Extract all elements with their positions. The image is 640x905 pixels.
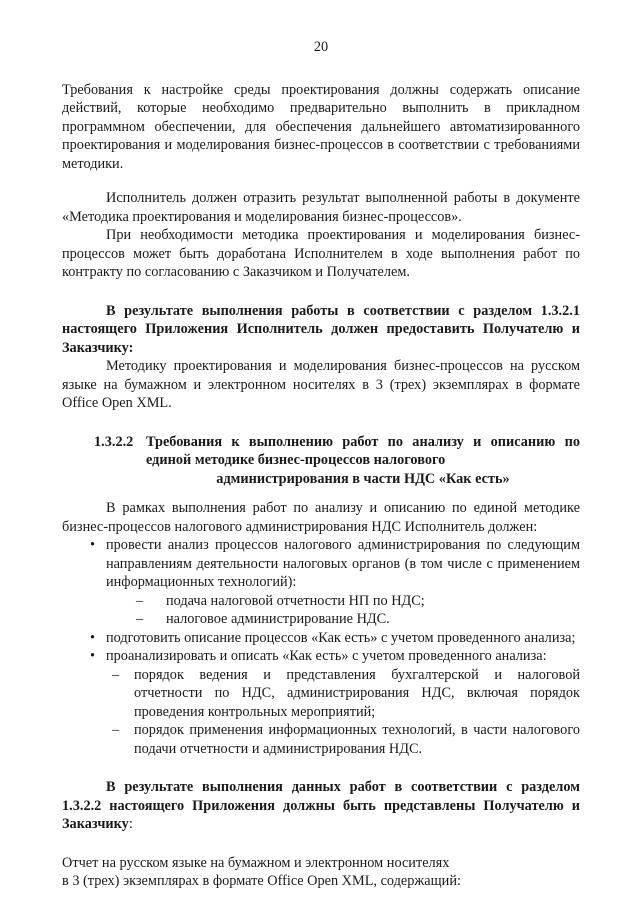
paragraph-report — [62, 854, 580, 891]
paragraph-executor-result: Исполнитель должен отразить результат выполненной работы в документе «Методика проектирования и моделирования бизнес-процессов». — [62, 190, 580, 225]
report-line-1: Отчет на русском языке на бумажном и электронном носителях — [62, 854, 450, 871]
section-title-line-2: администрирования в части НДС «Как есть» — [216, 470, 510, 487]
list-item — [106, 647, 580, 758]
section-title-line-1: Требования к выполнению работ по анализу и описанию по единой методике бизнес-процессов налогового — [146, 433, 580, 468]
list-item-text: провести анализ процессов налогового администрирования по следующим направлениям деятельности налоговых органов (в том числе с применением информационных технологий): — [106, 537, 580, 590]
paragraph-methodology-refinement: При необходимости методика проектирования и моделирования бизнес-процессов может быть доработана Исполнителем в ходе выполнения работ по контракту по согласованию с Заказчиком и Получателем. — [62, 227, 580, 280]
paragraph-analysis-intro: В рамках выполнения работ по анализу и описанию по единой методике бизнес-процессов налогового администрирования НДС Исполнитель должен: — [62, 500, 580, 535]
sub-list — [106, 666, 580, 759]
paragraph-environment-requirements: Требования к настройке среды проектирования должны содержать описание действий, которые необходимо предварительно выполнить в прикладном программном обеспечении, для обеспечения дальнейшего автоматизированного проектирования и моделирования бизнес-процессов в соответствии с требованиями методики. — [62, 81, 580, 172]
sub-list-item: – подача налоговой отчетности НП по НДС; — [166, 592, 580, 611]
sub-list-item: – порядок применения информационных технологий, в части налогового подачи отчетности и администрирования НДС. — [134, 721, 580, 758]
sub-list-item: – порядок ведения и представления бухгалтерской и налоговой отчетности по НДС, администрирования НДС, включая порядок проведения контрольных мероприятий; — [134, 666, 580, 722]
list-item — [106, 629, 580, 648]
list-item-text: проанализировать и описать «Как есть» с учетом проведенного анализа: — [106, 648, 547, 664]
page-number: 20 — [313, 39, 329, 55]
list-item — [106, 536, 580, 629]
report-line-2: в 3 (трех) экземплярах в формате Office Open XML, содержащий: — [62, 873, 461, 889]
requirements-list — [62, 536, 580, 758]
sub-list — [106, 592, 580, 629]
paragraph-deliverables-heading-2 — [62, 778, 580, 834]
deliverables-heading-2-text: В результате выполнения данных работ в соответствии с разделом 1.3.2.2 настоящего Приложения должны быть представлены Получателю и Заказчику — [62, 779, 580, 832]
section-title — [146, 433, 580, 489]
paragraph-deliverables-1: Методику проектирования и моделирования бизнес-процессов на русском языке на бумажном и электронном носителях в 3 (трех) экземплярах в формате Office Open XML. — [62, 358, 580, 411]
deliverables-heading-2-colon: : — [128, 816, 133, 832]
paragraph-deliverables-heading-1: В результате выполнения работы в соответствии с разделом 1.3.2.1 настоящего Приложения Исполнитель должен предоставить Получателю и Заказчику: — [62, 302, 580, 356]
sub-list-item: – налоговое администрирование НДС. — [166, 610, 580, 629]
section-heading — [94, 433, 580, 489]
section-number: 1.3.2.2 — [94, 433, 134, 450]
list-item-text: подготовить описание процессов «Как есть» с учетом проведенного анализа; — [106, 629, 576, 646]
